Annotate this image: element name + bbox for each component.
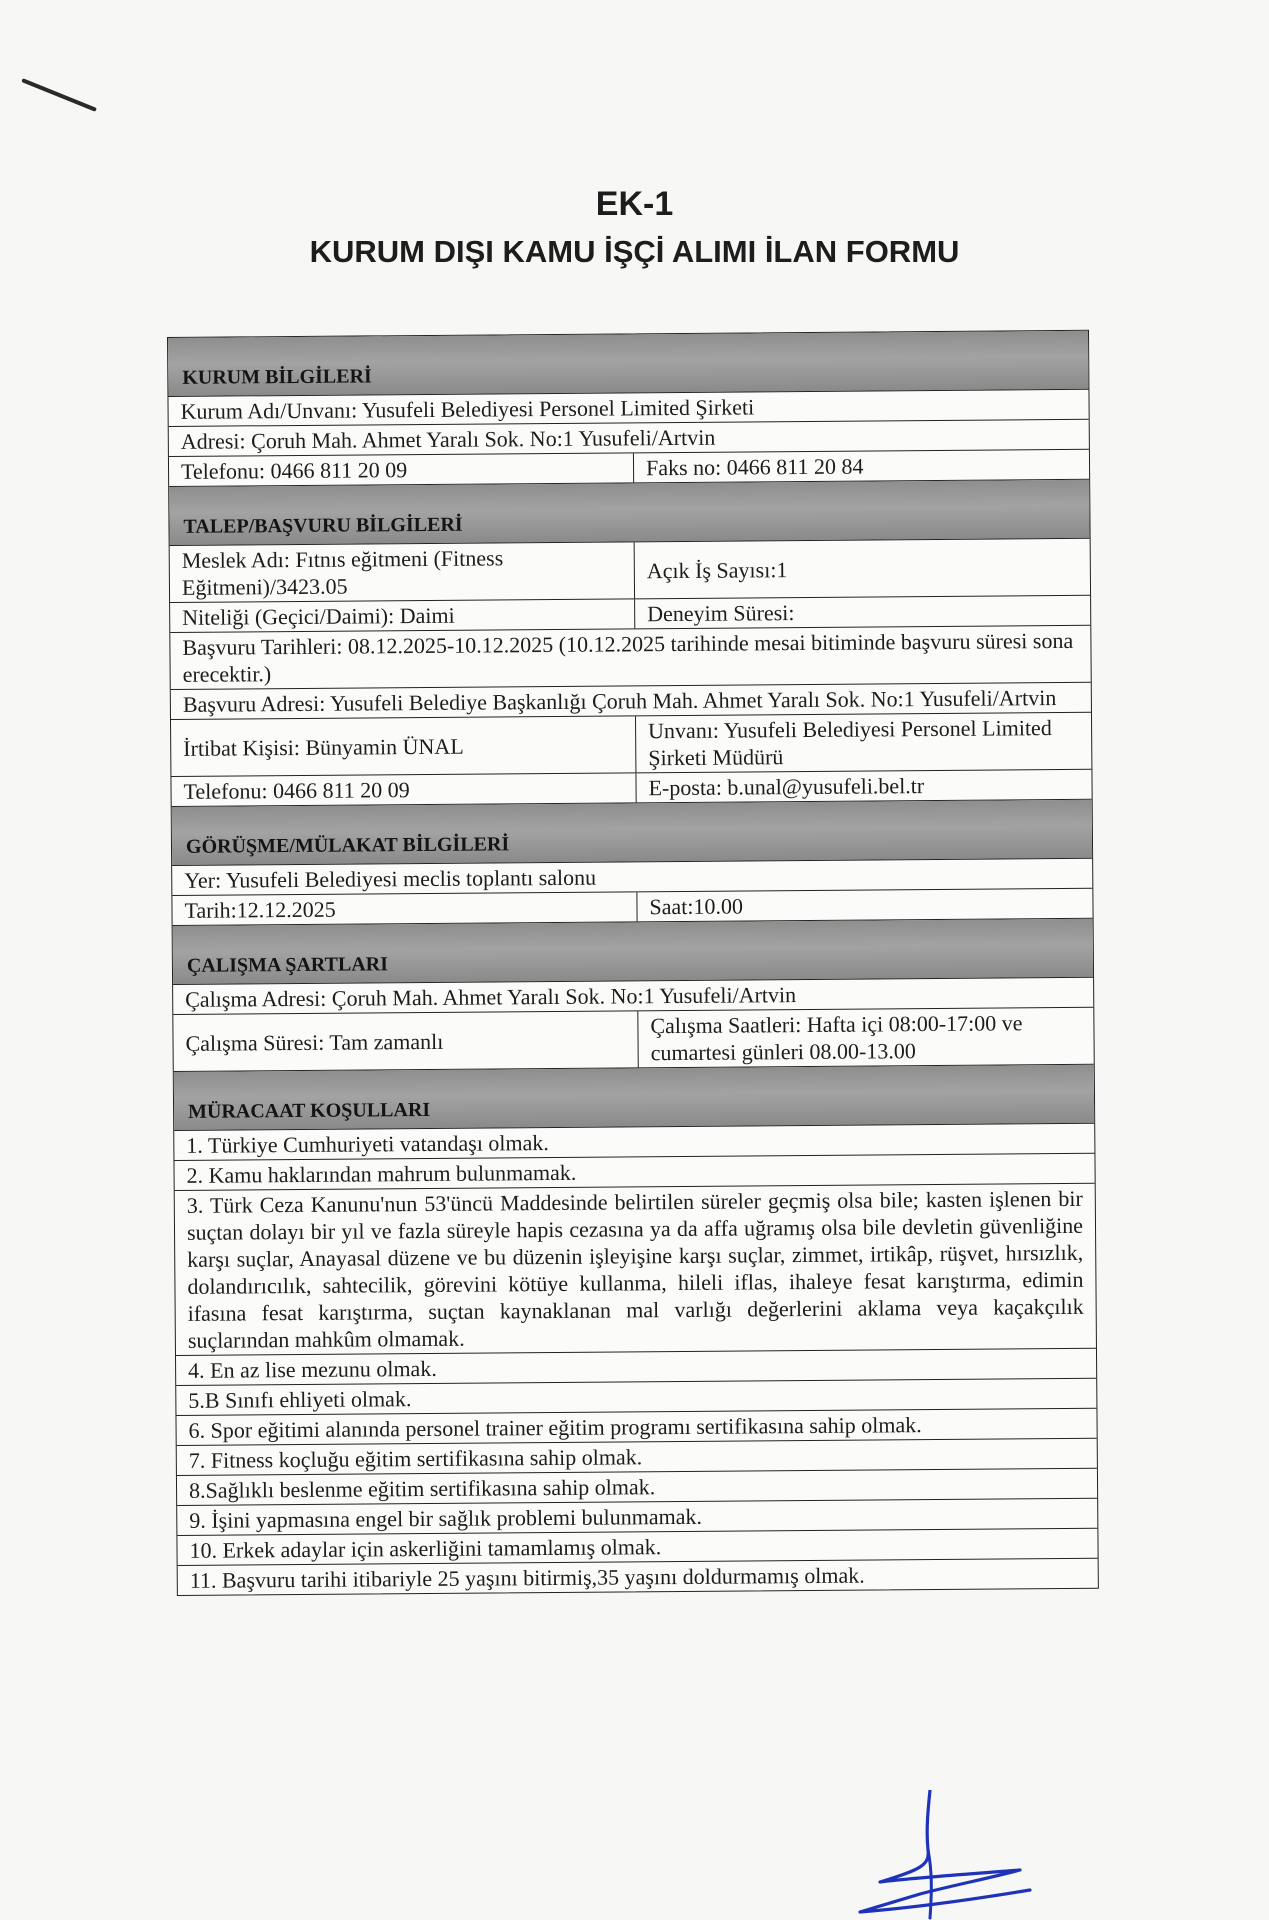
section-title: TALEP/BAŞVURU BİLGİLERİ <box>183 513 463 538</box>
deneyim-suresi: Deneyim Süresi: <box>647 600 795 627</box>
staple-mark <box>21 78 97 112</box>
kosul-9: 9. İşini yapmasına engel bir sağlık problemi bulunmamak. <box>189 1503 703 1533</box>
section-talep <box>169 480 1089 546</box>
irtibat-unvani: Unvanı: Yusufeli Belediyesi Personel Limited Şirketi Müdürü <box>648 715 1052 771</box>
signature <box>820 1790 1050 1920</box>
kosul-5: 5.B Sınıfı ehliyeti olmak. <box>188 1386 412 1413</box>
form-row <box>170 539 1090 603</box>
gorusme-saat: Saat:10.00 <box>649 893 744 920</box>
document-code: EK-1 <box>595 185 674 223</box>
basvuru-adresi: Başvuru Adresi: Yusufeli Belediye Başkanlığı Çoruh Mah. Ahmet Yaralı Sok. No:1 Yusufeli/Artvin <box>182 685 1057 717</box>
gorusme-yer: Yer: Yusufeli Belediyesi meclis toplantı salonu <box>184 864 597 893</box>
irtibat-telefon: Telefonu: 0466 811 20 09 <box>171 773 636 806</box>
list-item <box>178 1559 1098 1595</box>
kosul-4: 4. En az lise mezunu olmak. <box>188 1355 437 1383</box>
section-title: MÜRACAAT KOŞULLARI <box>187 1098 431 1123</box>
list-item <box>175 1184 1096 1356</box>
kurum-adi: Kurum Adı/Unvanı: Yusufeli Belediyesi Personel Limited Şirketi <box>180 394 755 424</box>
section-kurum <box>168 331 1088 397</box>
irtibat-kisisi: İrtibat Kişisi: Bünyamin ÜNAL <box>171 716 636 776</box>
kosul-6: 6. Spor eğitimi alanında personel trainer eğitim programı sertifikasına sahip olmak. <box>188 1412 922 1443</box>
basvuru-tarihleri: Başvuru Tarihleri: 08.12.2025-10.12.2025 (10.12.2025 tarihinde mesai bitiminde başvuru süresi sona erecektir.) <box>182 627 1074 687</box>
niteligi: Niteliği (Geçici/Daimi): Daimi <box>170 599 635 632</box>
kosul-3: 3. Türk Ceza Kanunu'nun 53'üncü Maddesinde belirtilen süreler geçmiş olsa bile; kasten işlenen bir suçtan dolayı bir yıl ve fazla süreyle hapis cezasına ya da affa uğramış olsa bile devletin güvenliğine karşı suçlar, Anayasal düzene ve bu düzenin işleyişine karşı suçlar, zimmet, irtikâp, rüşvet, hırsızlık, dolandırıcılık, sahtecilik, görevini kötüye kullanma, hileli iflas, ihaleye fesat karıştırma, edimin ifasına fesat karıştırma, suçtan kaynaklanan mal varlığı değerlerini aklama veya kaçakçılık suçlarından mahkûm olmamak. <box>186 1185 1084 1353</box>
kosul-8: 8.Sağlıklı beslenme eğitim sertifikasına sahip olmak. <box>188 1474 656 1503</box>
irtibat-eposta: E-posta: b.unal@yusufeli.bel.tr <box>648 773 925 801</box>
section-title: ÇALIŞMA ŞARTLARI <box>186 953 389 977</box>
form-row <box>170 626 1090 690</box>
section-title: KURUM BİLGİLERİ <box>182 365 372 389</box>
kosul-2: 2. Kamu haklarından mahrum bulunmamak. <box>186 1159 577 1188</box>
calisma-saatleri: Çalışma Saatleri: Hafta içi 08:00-17:00 ve cumartesi günleri 08.00-13.00 <box>650 1010 1023 1066</box>
form-row <box>171 713 1091 777</box>
kurum-telefon: Telefonu: 0466 811 20 09 <box>169 453 634 486</box>
section-calisma <box>173 919 1093 985</box>
section-gorusme <box>172 800 1092 866</box>
calisma-suresi: Çalışma Süresi: Tam zamanlı <box>173 1011 638 1071</box>
announcement-form <box>167 330 1099 1596</box>
kosul-11: 11. Başvuru tarihi itibariyle 25 yaşını bitirmiş,35 yaşını doldurmamış olmak. <box>189 1562 865 1593</box>
calisma-adresi: Çalışma Adresi: Çoruh Mah. Ahmet Yaralı Sok. No:1 Yusufeli/Artvin <box>185 982 797 1012</box>
kosul-10: 10. Erkek adaylar için askerliğini tamamlamış olmak. <box>189 1534 662 1563</box>
meslek-adi: Meslek Adı: Fıtnıs eğitmeni (Fitness Eğitmeni)/3423.05 <box>170 542 635 602</box>
kurum-adres: Adresi: Çoruh Mah. Ahmet Yaralı Sok. No:1 Yusufeli/Artvin <box>180 424 716 454</box>
section-muracaat <box>174 1065 1094 1131</box>
document-title: KURUM DIŞI KAMU İŞÇİ ALIMI İLAN FORMU <box>309 234 960 269</box>
form-row <box>173 1008 1093 1072</box>
section-title: GÖRÜŞME/MÜLAKAT BİLGİLERİ <box>185 833 510 858</box>
acik-is-sayisi: Açık İş Sayısı:1 <box>646 556 788 583</box>
gorusme-tarih: Tarih:12.12.2025 <box>172 892 637 925</box>
kosul-1: 1. Türkiye Cumhuriyeti vatandaşı olmak. <box>186 1130 549 1158</box>
document-header <box>0 185 1269 270</box>
kosul-7: 7. Fitness koçluğu eğitim sertifikasına sahip olmak. <box>188 1444 643 1473</box>
kurum-faks: Faks no: 0466 811 20 84 <box>645 453 864 481</box>
